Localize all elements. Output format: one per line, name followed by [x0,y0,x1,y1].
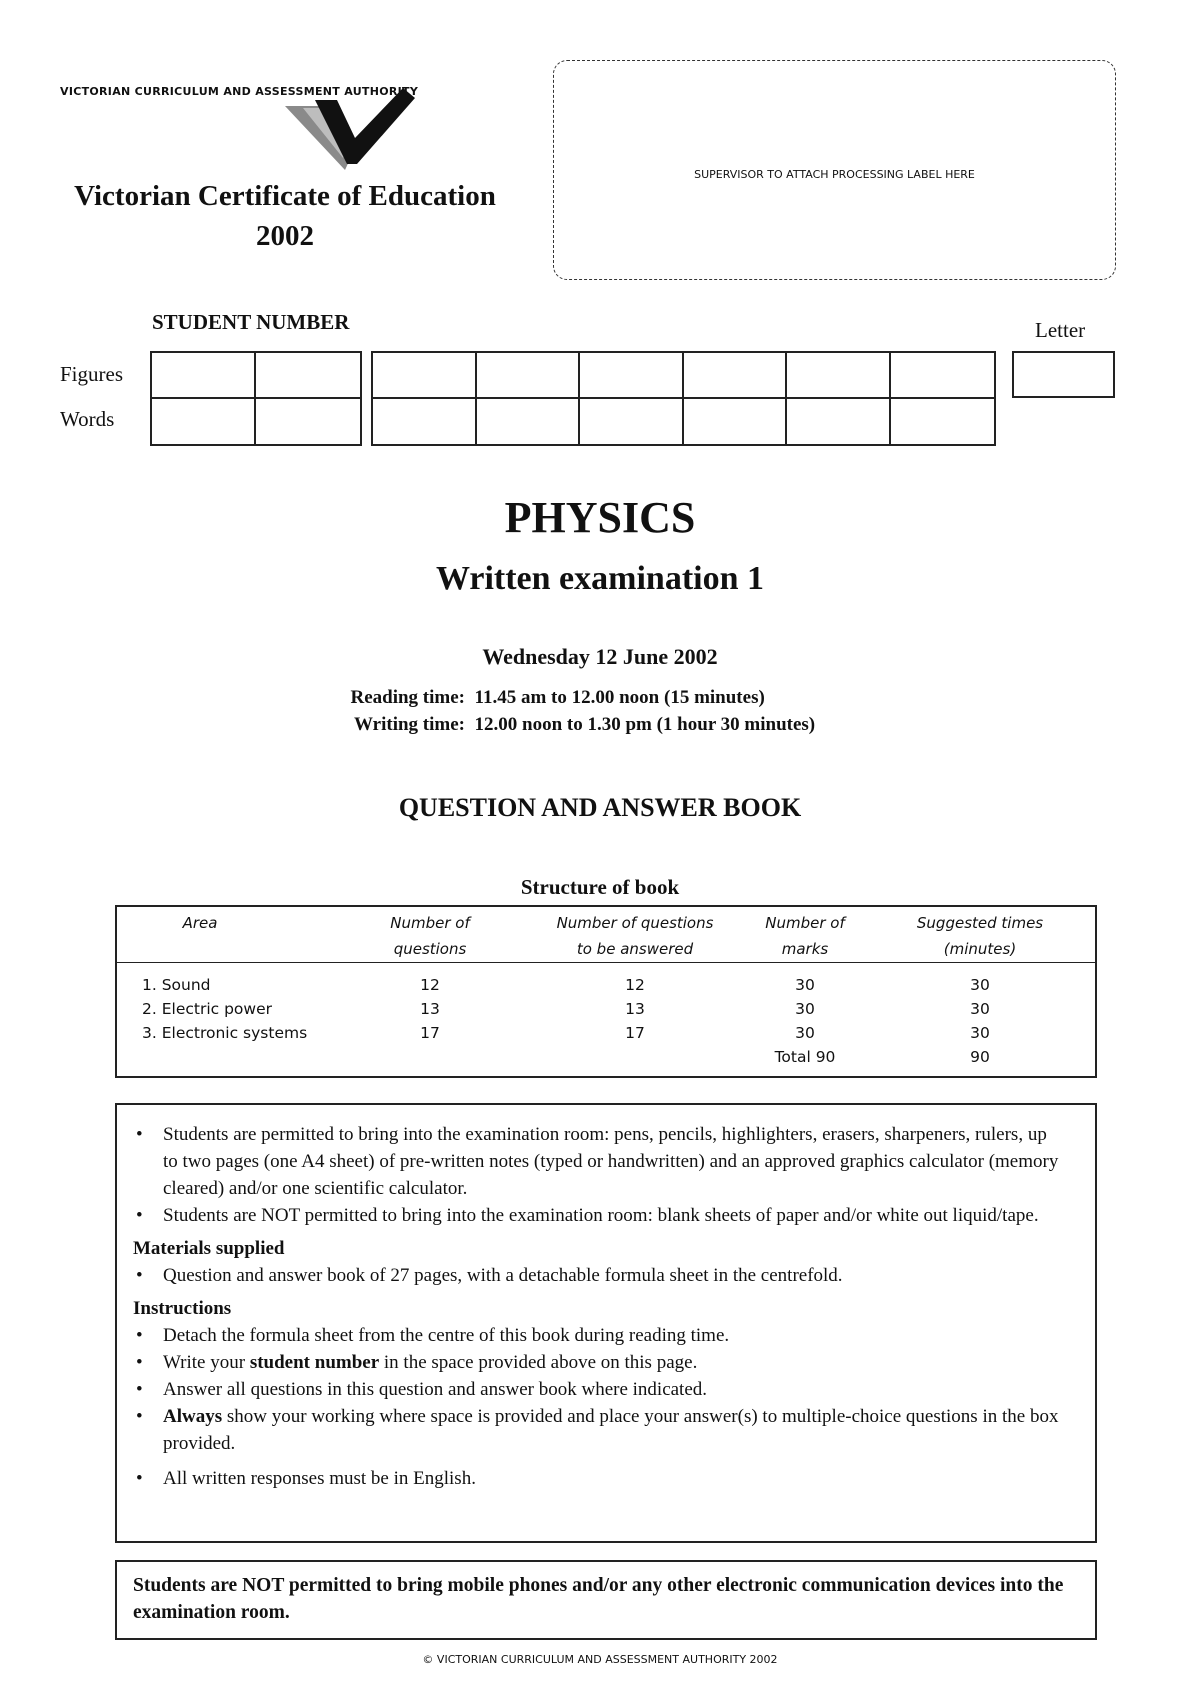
word-box[interactable] [891,399,995,445]
col-header-times: Suggested times (minutes) [916,914,1044,958]
materials-item: • Question and answer book of 27 pages, with a detachable formula sheet in the centrefold. [133,1262,1065,1289]
mobile-phone-warning: Students are NOT permitted to bring mobile phones and/or any other electronic communication devices into the examination room. [115,1560,1097,1640]
times-column: 30 30 30 90 [940,973,1020,1069]
writing-time-label: Writing time: [354,714,465,735]
word-box[interactable] [787,399,891,445]
subject-title: PHYSICS [504,493,696,542]
col-header-questions: Number of questions [390,914,470,958]
total-marks: Total 90 [774,1048,836,1066]
exam-date: Wednesday 12 June 2002 [482,644,718,669]
figure-box[interactable] [684,353,788,399]
col-header-to-answer: Number of questions to be answered [556,914,714,958]
writing-time-value: 12.00 noon to 1.30 pm (1 hour 30 minutes) [474,714,816,735]
rules-box [115,1103,1097,1543]
letter-heading: Letter [1035,318,1086,342]
reading-time-label: Reading time: [350,687,465,708]
col-header-marks: Number of marks [765,914,845,958]
total-time: 90 [970,1048,990,1066]
instruction-item: • Always show your working where space is provided and place your answer(s) to multiple-choice questions in the box provided. [133,1403,1065,1457]
figure-box[interactable] [787,353,891,399]
word-box[interactable] [477,399,581,445]
letter-box[interactable] [1012,351,1115,398]
word-box[interactable] [152,399,256,445]
authority-name: VICTORIAN CURRICULUM AND ASSESSMENT AUTHORITY [60,85,419,98]
figure-box[interactable] [477,353,581,399]
word-box[interactable] [373,399,477,445]
processing-label-instruction: SUPERVISOR TO ATTACH PROCESSING LABEL HERE [694,168,975,181]
reading-time-value: 11.45 am to 12.00 noon (15 minutes) [474,687,765,708]
vcaa-checkmark-logo [285,88,415,170]
reading-time [330,687,765,709]
paper-title: Written examination 1 [435,560,764,597]
student-number-heading: STUDENT NUMBER [152,310,350,334]
instruction-item: • All written responses must be in English. [133,1465,1065,1492]
instruction-item: • Detach the formula sheet from the centre of this book during reading time. [133,1322,1065,1349]
col-header-area: Area [182,914,218,932]
marks-column: 30 30 30 Total 90 [745,973,865,1069]
figure-box[interactable] [152,353,256,399]
book-type: QUESTION AND ANSWER BOOK [398,793,802,822]
instructions-heading: Instructions [133,1298,232,1319]
certificate-year: 2002 [256,220,314,252]
word-box[interactable] [256,399,360,445]
figure-box[interactable] [256,353,360,399]
figure-box[interactable] [891,353,995,399]
student-number-grid-a[interactable] [150,351,362,446]
permitted-items: • Students are permitted to bring into the examination room: pens, pencils, highlighters, erasers, sharpeners, rulers, up to two pages (one A4 sheet) of pre-written notes (typed or handwritten) and an approved graphics calculator (memory cleared) and/or one scientific calculator. [133,1121,1065,1202]
to-answer-column: 12 13 17 [625,976,645,1042]
word-box[interactable] [684,399,788,445]
table-row: 1. Sound 2. Electric power 3. Electronic systems [142,976,308,1042]
questions-column: 12 13 17 [420,976,440,1042]
words-label: Words [60,407,115,431]
figure-box[interactable] [580,353,684,399]
instruction-item: • Write your student number in the space provided above on this page. [133,1349,1065,1376]
instruction-item: • Answer all questions in this question and answer book where indicated. [133,1376,1065,1403]
word-box[interactable] [580,399,684,445]
figures-label: Figures [60,362,123,386]
certificate-title: Victorian Certificate of Education [74,180,496,212]
materials-heading: Materials supplied [133,1238,285,1259]
writing-time [330,714,815,736]
copyright-footer: © VICTORIAN CURRICULUM AND ASSESSMENT AUTHORITY 2002 [422,1653,778,1666]
figure-box[interactable] [373,353,477,399]
student-number-grid-b[interactable] [371,351,996,446]
not-permitted-items: • Students are NOT permitted to bring into the examination room: blank sheets of paper and/or white out liquid/tape. [133,1202,1065,1229]
structure-title: Structure of book [520,875,680,899]
structure-header-divider [117,962,1095,963]
